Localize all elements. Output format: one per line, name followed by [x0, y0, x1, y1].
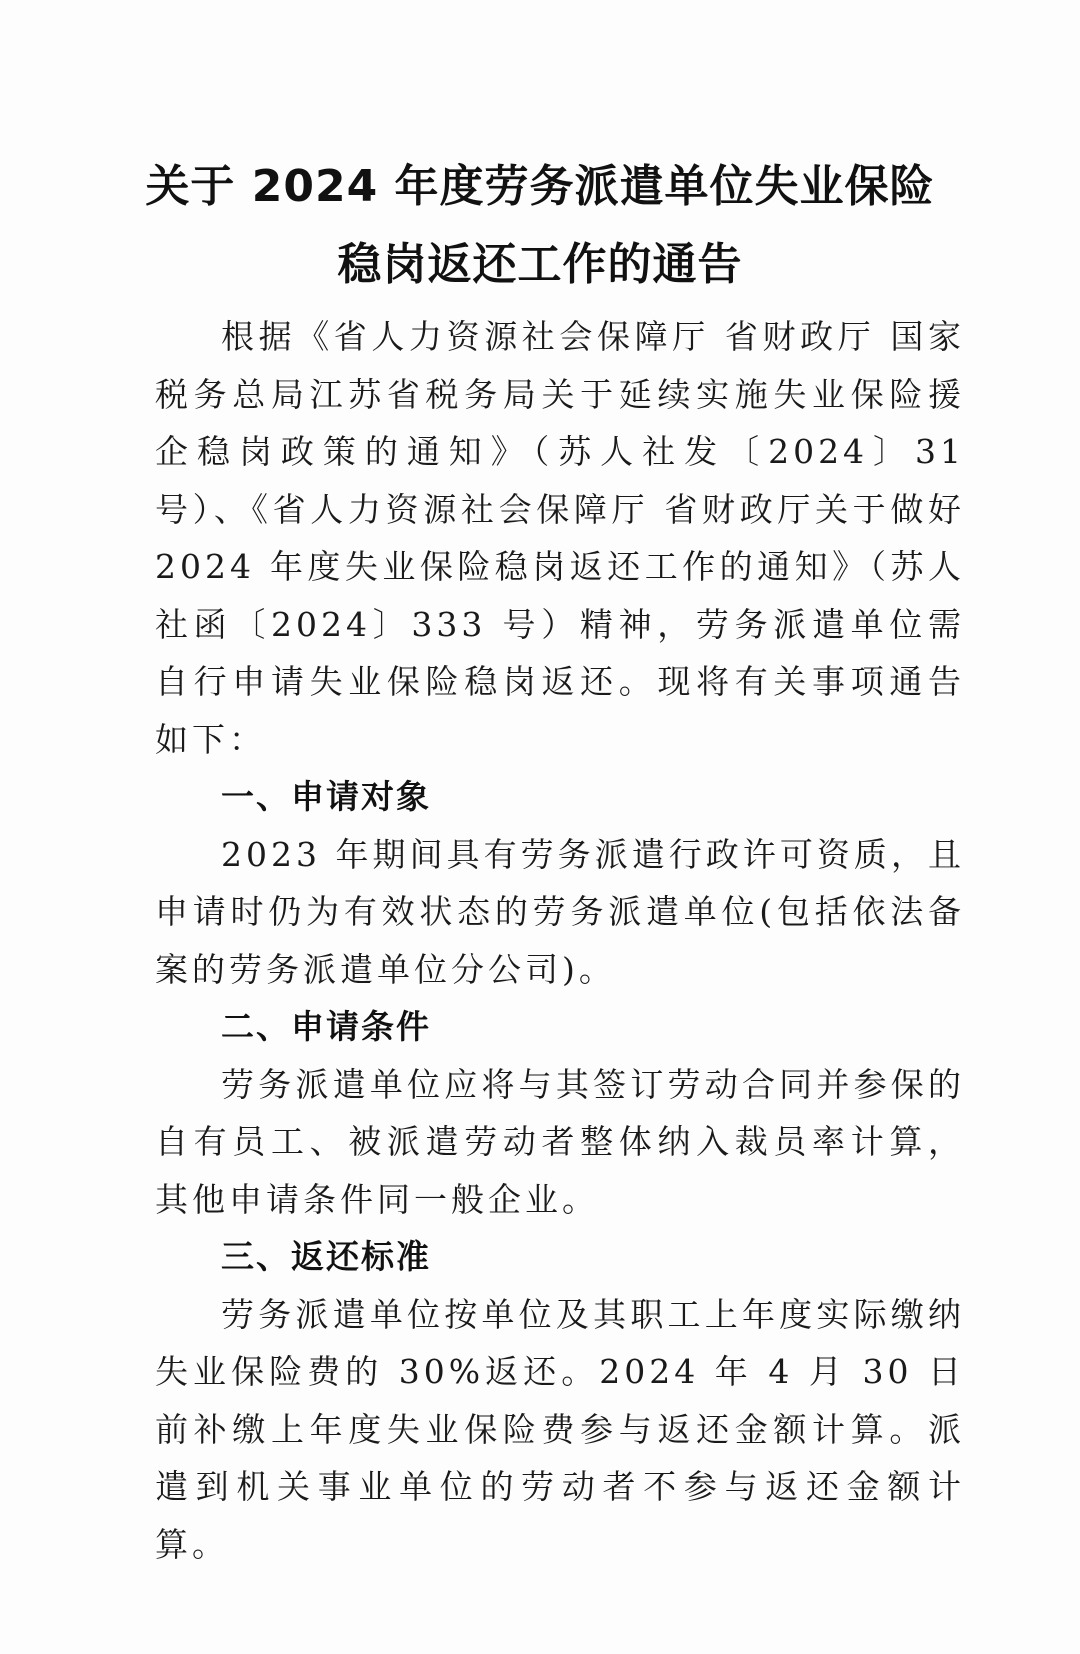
intro-paragraph: 根据《省人力资源社会保障厅 省财政厅 国家税务总局江苏省税务局关于延续实施失业保险援企稳岗政策的通知》（苏人社发〔2024〕31 号）、《省人力资源社会保障厅 省财政厅关于做好 2024 年度失业保险稳岗返还工作的通知》（苏人社函〔2024〕333 号）精神，劳务派遣单位需自行申请失业保险稳岗返还。现将有关事项通告如下： [155, 317, 965, 759]
section-text-conditions: 劳务派遣单位应将与其签订劳动合同并参保的自有员工、被派遣劳动者整体纳入裁员率计算，其他申请条件同一般企业。 [155, 1064, 965, 1219]
section-text-applicants: 2023 年期间具有劳务派遣行政许可资质，且申请时仍为有效状态的劳务派遣单位(包括依法备案的劳务派遣单位分公司)。 [155, 834, 965, 989]
section-text-standard: 劳务派遣单位按单位及其职工上年度实际缴纳失业保险费的 30%返还。2024 年 4 月 30 日前补缴上年度失业保险费参与返还金额计算。派遣到机关事业单位的劳动者不参与返还金额计算。 [155, 1294, 965, 1564]
section-heading-conditions: 二、申请条件 [221, 1007, 431, 1046]
section-heading-applicants: 一、申请对象 [221, 777, 431, 816]
document-title-line-2: 稳岗返还工作的通告 [337, 239, 743, 290]
document-body [155, 308, 965, 1573]
document-title-line-1: 关于 2024 年度劳务派遣单位失业保险 [145, 161, 935, 212]
section-heading-standard: 三、返还标准 [221, 1237, 431, 1276]
